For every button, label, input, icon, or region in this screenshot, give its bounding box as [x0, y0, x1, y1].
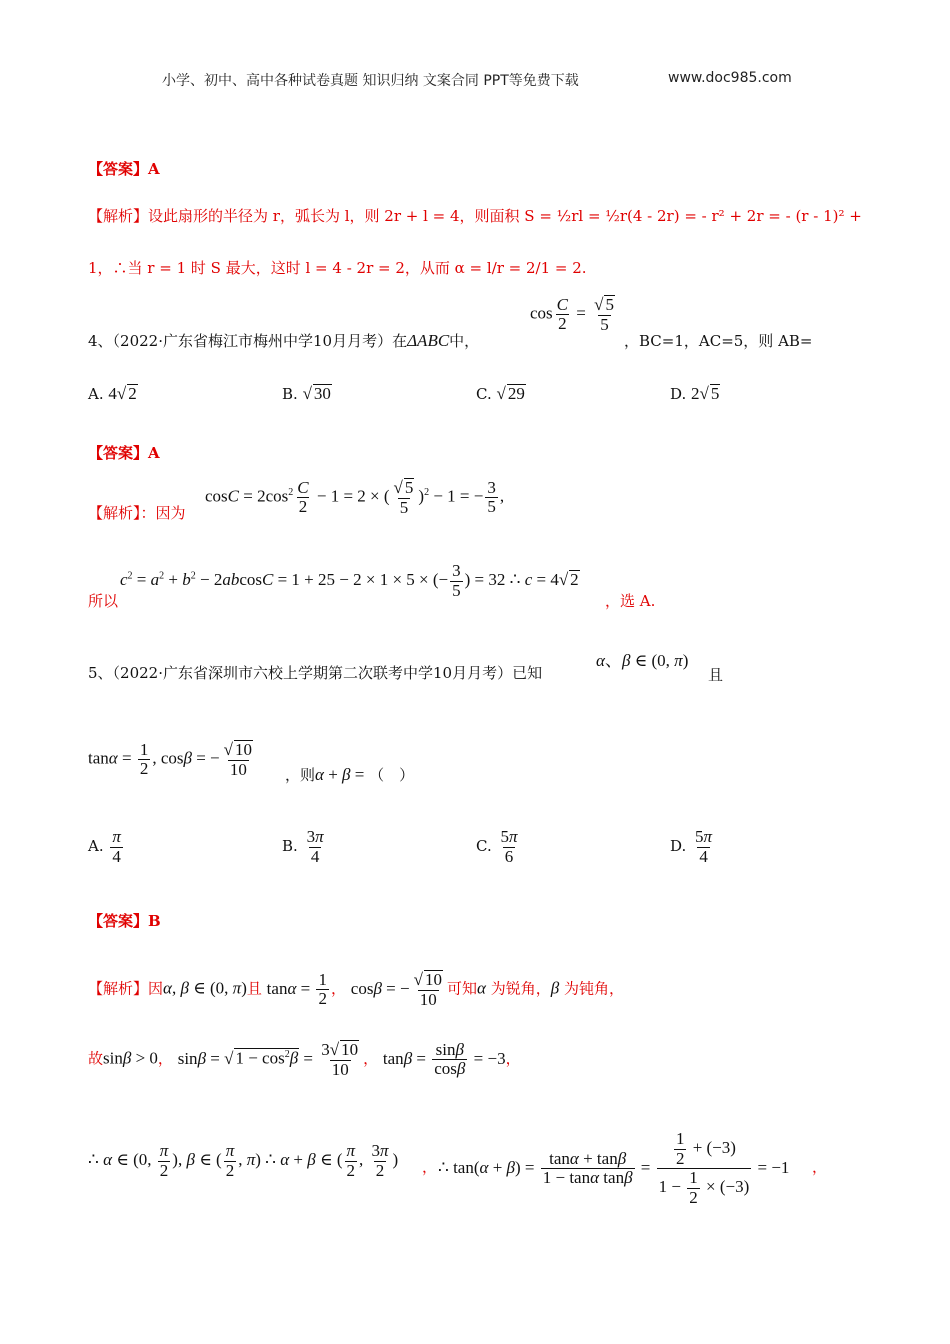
q5-stem-formula: tanα = $\frac{1}{2}$ , cosβ = − $\frac{√ 10}{10}$ — [88, 739, 252, 779]
q4-option-d[interactable]: D. 2√ 5 — [670, 384, 720, 403]
q5-stem: 5、（2022·广东省深圳市六校上学期第二次联考中学10月月考）已知 — [88, 664, 543, 682]
q5-stem-and: 且 — [708, 666, 724, 684]
q4-option-b[interactable]: B. √ 30 — [282, 384, 331, 403]
q4-analysis-so: 所以 — [88, 592, 119, 610]
q5-analysis-comma: ， — [422, 1158, 438, 1176]
q5-analysis-comma-end: ， — [812, 1158, 828, 1176]
q4-stem-suffix: ，BC=1，AC=5，则 AB= — [624, 332, 813, 350]
q4-analysis-formula2: $c^2 = a^2 + b^2 - 2abcosC = 1 + 25 - 2 \times 1 \times 5$ × (− $\frac{3}{5}$ ) = 32 ∴ c = 4√ 2 — [120, 561, 579, 600]
q5-option-d[interactable]: D. $\frac{5\pi}{4}$ — [670, 827, 713, 866]
q5-option-b[interactable]: B. $\frac{3\pi}{4}$ — [282, 827, 324, 866]
q5-option-c[interactable]: C. $\frac{5\pi}{6}$ — [476, 827, 518, 866]
q4-analysis-formula1: $\cos C = 2\cos^2$ $\frac{C}{2}$ − 1 = 2 × ( $\frac{√ 5}{5}$ )$^2$ − 1 = − $\frac{3}{5}$ , — [205, 477, 505, 517]
q5-stem-condition: α、β ∈ (0, π) — [596, 651, 689, 670]
q5-analysis-line2: 故sinβ > 0， sinβ = √ $1 - \cos^2\beta$ = $\frac{3√ 10}{10}$ ， tanβ = $\frac{\sin\beta}{\cos\beta}$ = −3， — [88, 1039, 521, 1079]
q4-stem: 4、（2022·广东省梅江市梅州中学10月月考）在ΔABC中， — [88, 331, 480, 350]
header-url[interactable]: www.doc985.com — [668, 70, 792, 86]
q4-analysis-label: 【解析】：因为 — [88, 504, 186, 522]
q3-answer: 【答案】A — [88, 160, 160, 178]
header-text: 小学、初中、高中各种试卷真题 知识归纳 文案合同 PPT等免费下载 — [162, 73, 579, 89]
q3-analysis-line2: 1，∴当 r = 1 时 S 最大，这时 l = 4 - 2r = 2，从而 α = l/r = 2/1 = 2. — [88, 259, 587, 277]
q3-analysis-line1: 【解析】设此扇形的半径为 r，弧长为 l，则 2r + l = 4，则面积 S = ½rl = ½r(4 - 2r) = - r² + 2r = - (r - 1)² + — [88, 207, 862, 225]
q5-analysis-formula3: ∴ α ∈ (0, $\frac{\pi}{2}$ ), β ∈ ( $\frac{\pi}{2}$ , π) ∴ α + β ∈ ( $\frac{\pi}{2}$ , $\frac{3\pi}{2}$ ) — [88, 1141, 399, 1180]
q5-answer: 【答案】B — [88, 912, 161, 930]
q5-analysis-formula4: ∴ tan(α + β) = $\frac{\tan\alpha + \tan\beta}{\text{1 − tanα tanβ}}$ = $\frac{1}{2}$ + (−3) 1 − $\frac{1}{2}$ × (−3) = −1 — [438, 1129, 790, 1208]
q4-analysis-end: ，选 A. — [605, 592, 656, 610]
q5-stem-then: ，则α + β = （ ） — [285, 765, 415, 784]
q5-option-a[interactable]: A. $\frac{\pi}{4}$ — [88, 827, 121, 866]
q4-option-c[interactable]: C. √ 29 — [476, 384, 525, 403]
q4-option-a[interactable]: A. 4√ 2 — [88, 384, 137, 403]
q4-answer: 【答案】A — [88, 444, 160, 462]
q5-analysis-line1: 【解析】因α, β ∈ (0, π)且 tanα = $\frac{1}{2}$ ， cosβ = − $\frac{√ 10}{10}$ 可知α 为锐角，β 为钝角， — [88, 969, 624, 1009]
q4-cos-formula: cos $\frac{C}{2}$ = $\frac{√ 5}{5}$ — [530, 294, 614, 334]
